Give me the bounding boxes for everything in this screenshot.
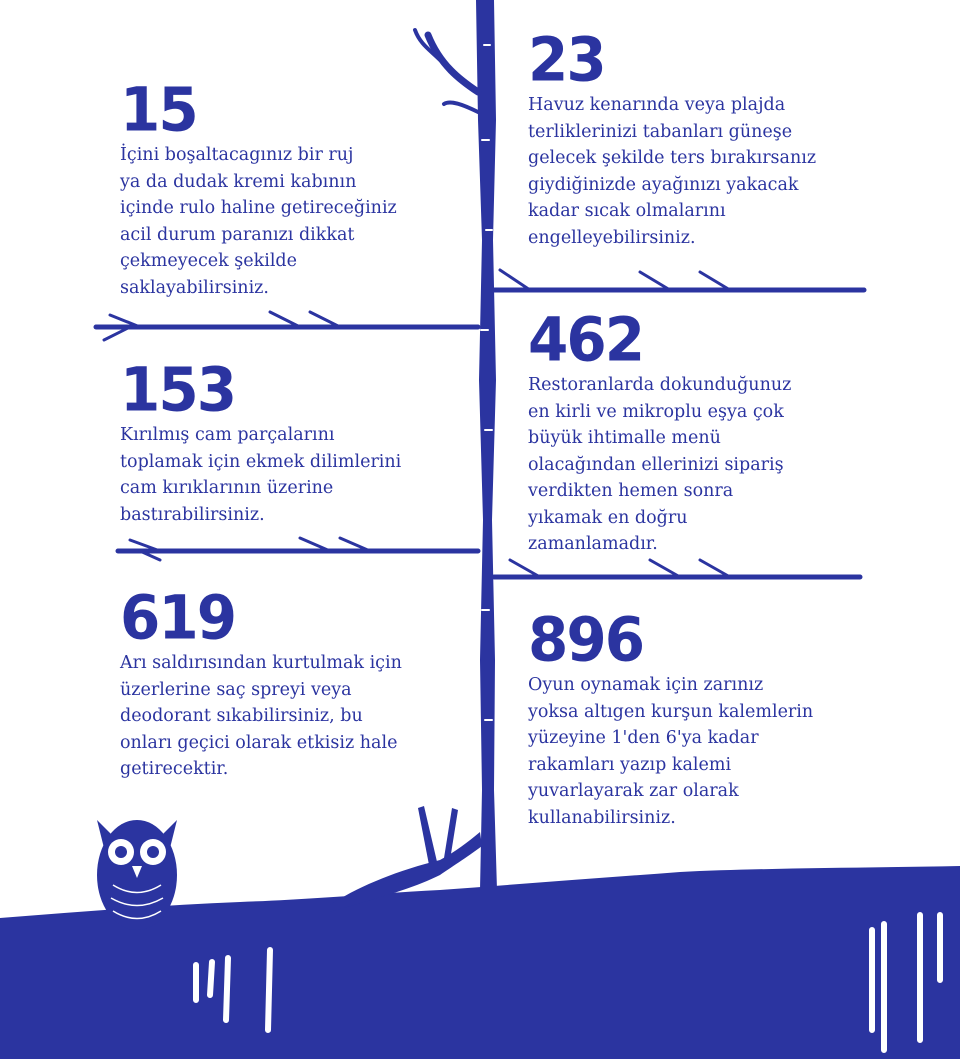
tip-item (528, 303, 792, 558)
tip-number: 462 (528, 303, 644, 376)
tip-item (120, 353, 402, 528)
tip-text: Oyun oynamak için zarınız yoksa altıgen kurşun kalemlerin yüzeyine 1'den 6'ya kadar rakamları yazıp kalemi yuvarlayarak zar olarak kullanabilirsiniz. (528, 675, 814, 828)
tip-number: 15 (120, 73, 197, 146)
tip-number: 619 (120, 581, 236, 654)
owl-icon (97, 820, 177, 930)
tip-item (528, 23, 817, 251)
tip-text: Restoranlarda dokunduğunuz en kirli ve mikroplu eşya çok büyük ihtimalle menü olacağından ellerinizi sipariş verdikten hemen sonra yıkamak en doğru zamanlamadır. (528, 375, 792, 554)
tip-text: Kırılmış cam parçalarını toplamak için ekmek dilimlerini cam kırıklarının üzerine bastırabilirsiniz. (120, 425, 402, 525)
tip-text: Arı saldırısından kurtulmak için üzerlerine saç spreyi veya deodorant sıkabilirsiniz, bu onları geçici olarak etkisiz hale getirecektir. (120, 653, 402, 779)
tip-text: İçini boşaltacagınız bir ruj ya da dudak kremi kabının içinde rulo haline getireceğiniz acil durum paranızı dikkat çekmeyecek şekilde saklayabilirsiniz. (120, 145, 397, 298)
tip-item (120, 581, 402, 783)
tip-number: 153 (120, 353, 236, 426)
tip-number: 23 (528, 23, 605, 96)
tip-item (528, 603, 814, 831)
tip-text: Havuz kenarında veya plajda terliklerinizi tabanları güneşe gelecek şekilde ters bırakırsanız giydiğinizde ayağınızı yakacak kadar sıcak olmalarını engelleyebilirsiniz. (528, 95, 817, 248)
tip-number: 896 (528, 603, 644, 676)
tree-icon (476, 0, 497, 890)
tip-item (120, 73, 397, 301)
